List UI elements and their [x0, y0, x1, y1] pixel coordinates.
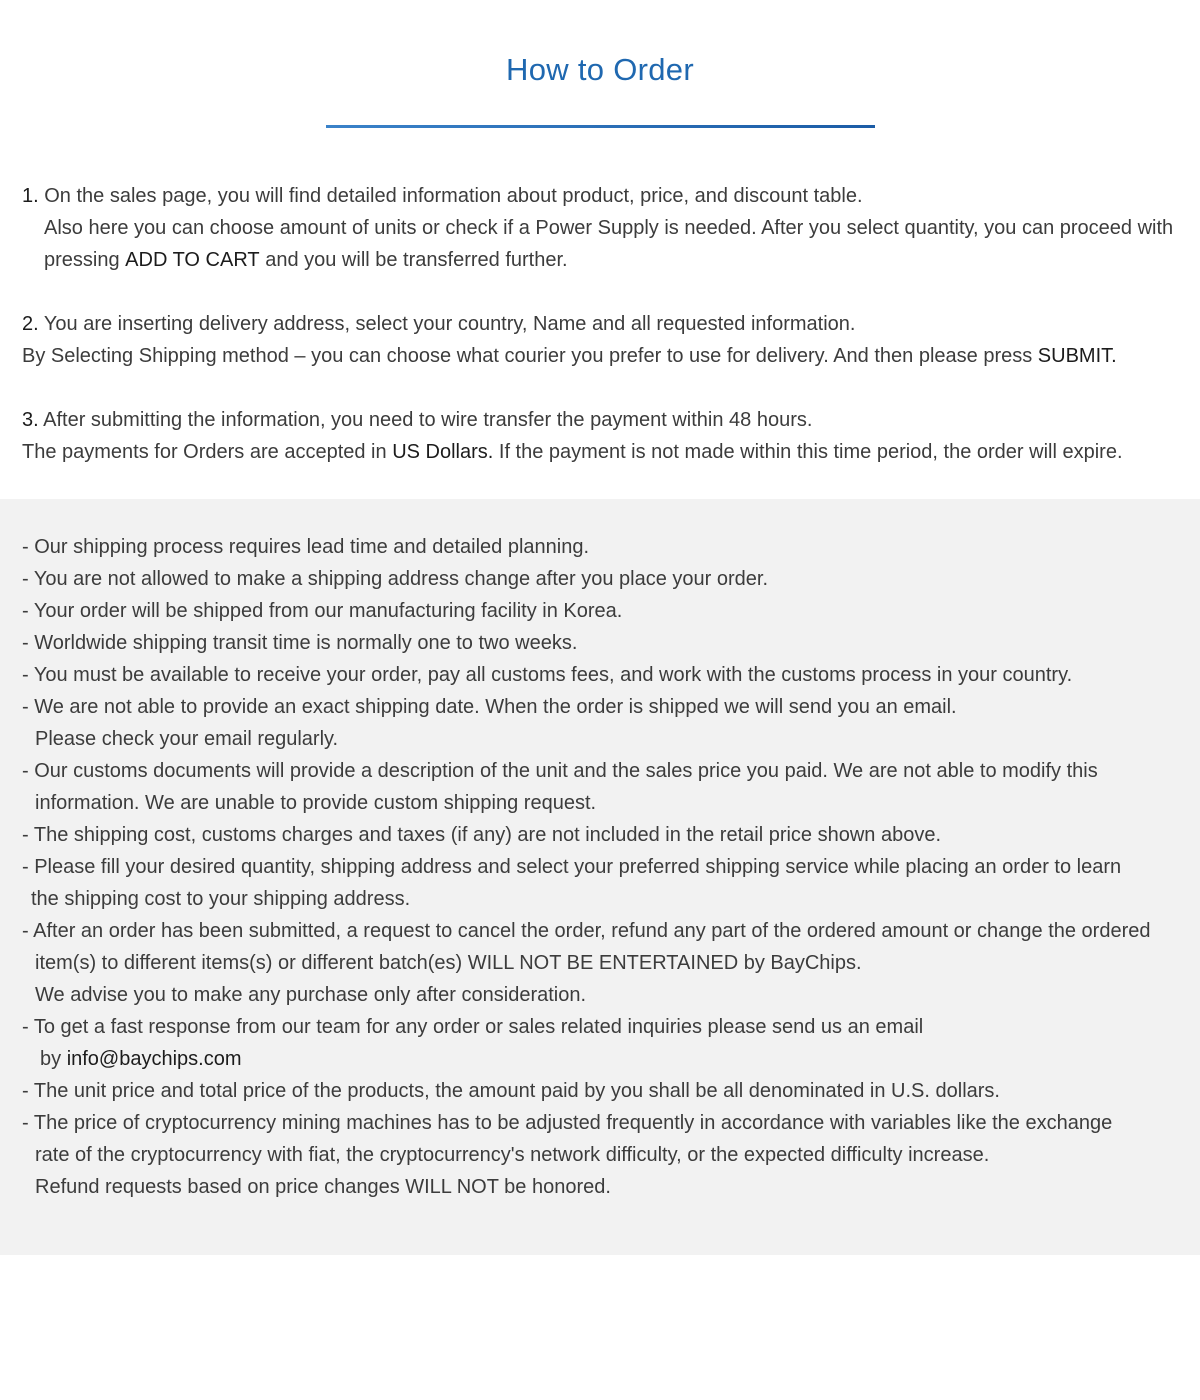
note-line: rate of the cryptocurrency with fiat, the cryptocurrency's network difficulty, or the expected difficulty increase. — [35, 1144, 990, 1166]
note-line: item(s) to different items(s) or different batch(es) WILL NOT BE ENTERTAINED by BayChips. — [35, 952, 862, 974]
step-1-line-3 — [22, 244, 1187, 276]
note-line: - The unit price and total price of the products, the amount paid by you shall be all denominated in U.S. dollars. — [22, 1080, 1000, 1102]
step-3-text: After submitting the information, you need to wire transfer the payment within 48 hours. — [43, 409, 813, 431]
step-2-line-2 — [22, 340, 1187, 372]
step-2-line-2-pre: By Selecting Shipping method – you can choose what courier you prefer to use for delivery. And then please press — [22, 345, 1038, 367]
note-line: - The shipping cost, customs charges and taxes (if any) are not included in the retail price shown above. — [22, 824, 942, 846]
note-line: - Our shipping process requires lead time and detailed planning. — [22, 536, 590, 558]
add-to-cart-label: ADD TO CART — [125, 249, 260, 271]
note-line: - Your order will be shipped from our manufacturing facility in Korea. — [22, 600, 623, 622]
note-line: Please check your email regularly. — [35, 728, 339, 750]
contact-email-link[interactable]: info@baychips.com — [66, 1048, 242, 1070]
step-2-number: 2. — [22, 313, 39, 335]
note-line: information. We are unable to provide custom shipping request. — [35, 792, 597, 814]
step-1-line-3-pre: pressing — [44, 249, 126, 271]
step-3-line-2-pre: The payments for Orders are accepted in — [22, 441, 393, 463]
note-line-email — [22, 1043, 1192, 1075]
step-1-line-3-post: and you will be transferred further. — [259, 249, 568, 271]
page-title: How to Order — [506, 52, 694, 87]
step-1-line-2: Also here you can choose amount of units or check if a Power Supply is needed. After you select quantity, you can proceed with — [44, 217, 1174, 239]
note-line: - To get a fast response from our team for any order or sales related inquiries please send us an email — [22, 1016, 924, 1038]
step-2-text: You are inserting delivery address, select your country, Name and all requested information. — [43, 313, 856, 335]
step-3 — [22, 404, 1187, 468]
step-1-text: On the sales page, you will find detailed information about product, price, and discount table. — [44, 185, 863, 207]
shipping-notes-list — [22, 531, 1192, 1203]
step-2-line-1 — [22, 308, 1187, 340]
note-line: Refund requests based on price changes WILL NOT be honored. — [35, 1176, 611, 1198]
step-1 — [22, 180, 1187, 276]
email-prefix: by — [40, 1048, 67, 1070]
note-line: - You must be available to receive your order, pay all customs fees, and work with the customs process in your country. — [22, 664, 1073, 686]
note-line: - After an order has been submitted, a request to cancel the order, refund any part of the ordered amount or change the ordered — [22, 920, 1151, 942]
note-line: - The price of cryptocurrency mining machines has to be adjusted frequently in accordance with variables like the exchange — [22, 1112, 1113, 1134]
note-line: - Our customs documents will provide a description of the unit and the sales price you paid. We are not able to modify this — [22, 760, 1098, 782]
step-2 — [22, 308, 1187, 372]
note-line: the shipping cost to your shipping address. — [31, 888, 411, 910]
note-line: - Worldwide shipping transit time is normally one to two weeks. — [22, 632, 578, 654]
order-steps — [22, 180, 1187, 500]
step-3-number: 3. — [22, 409, 39, 431]
note-line: - You are not allowed to make a shipping address change after you place your order. — [22, 568, 769, 590]
submit-label: SUBMIT. — [1037, 345, 1117, 367]
note-line: We advise you to make any purchase only after consideration. — [35, 984, 587, 1006]
note-line: - We are not able to provide an exact shipping date. When the order is shipped we will send you an email. — [22, 696, 957, 718]
note-line: - Please fill your desired quantity, shipping address and select your preferred shipping service while placing an order to learn — [22, 856, 1122, 878]
title-underline — [326, 125, 875, 128]
step-3-line-1 — [22, 404, 1187, 436]
us-dollars-label: US Dollars. — [392, 441, 494, 463]
shipping-notes-panel — [0, 499, 1200, 1255]
step-1-number: 1. — [22, 185, 39, 207]
step-3-line-2 — [22, 436, 1187, 468]
step-3-line-2-post: If the payment is not made within this time period, the order will expire. — [493, 441, 1123, 463]
step-1-line-1 — [22, 180, 1187, 212]
